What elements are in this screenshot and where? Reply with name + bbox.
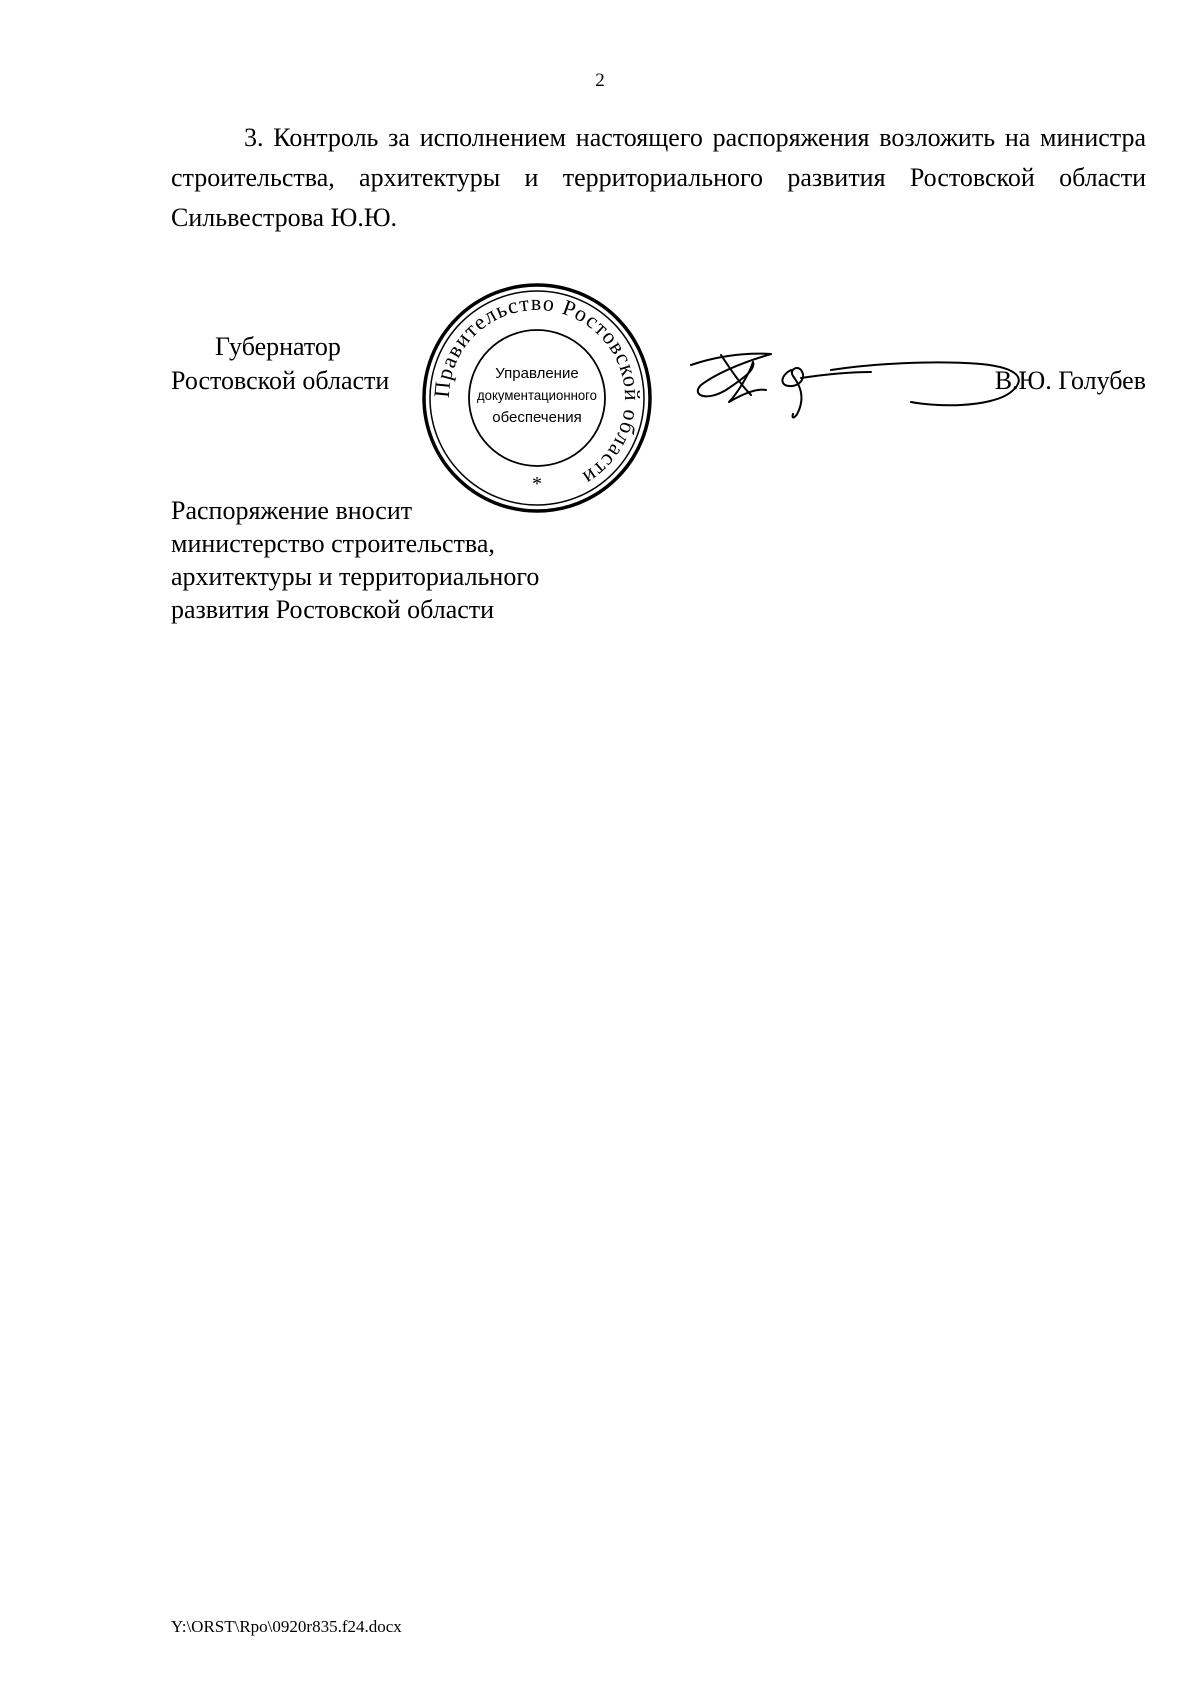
signer-position xyxy=(171,330,389,398)
file-path: Y:\ORST\Rpo\0920r835.f24.docx xyxy=(171,1617,402,1636)
seal-star: * xyxy=(532,473,542,495)
introduced-by-block xyxy=(171,494,771,626)
introduced-by-line: Распоряжение вносит xyxy=(171,496,413,525)
control-paragraph: 3. Контроль за исполнением настоящего распоряжения возложить на министра строительства, архитектуры и территориального развития Ростовской области Сильвестрова Ю.Ю. xyxy=(171,123,1146,232)
signature-block xyxy=(171,289,1146,510)
seal-inner-line3: обеспечения xyxy=(492,409,582,426)
introduced-by-line: развития Ростовской области xyxy=(171,595,495,624)
official-seal xyxy=(421,282,653,514)
signer-name: В.Ю. Голубев xyxy=(994,366,1146,395)
page-number: 2 xyxy=(595,70,605,91)
signer-position-line2: Ростовской области xyxy=(171,366,390,395)
seal-inner-line2: документационного xyxy=(477,387,598,403)
seal-outer-text: Правительство Ростовской области xyxy=(428,289,646,492)
seal-inner-line1: Управление xyxy=(495,365,579,382)
introduced-by-line: министерство строительства, xyxy=(171,529,495,558)
signer-position-line1: Губернатор xyxy=(215,332,341,361)
introduced-by-line: архитектуры и территориального xyxy=(171,562,540,591)
